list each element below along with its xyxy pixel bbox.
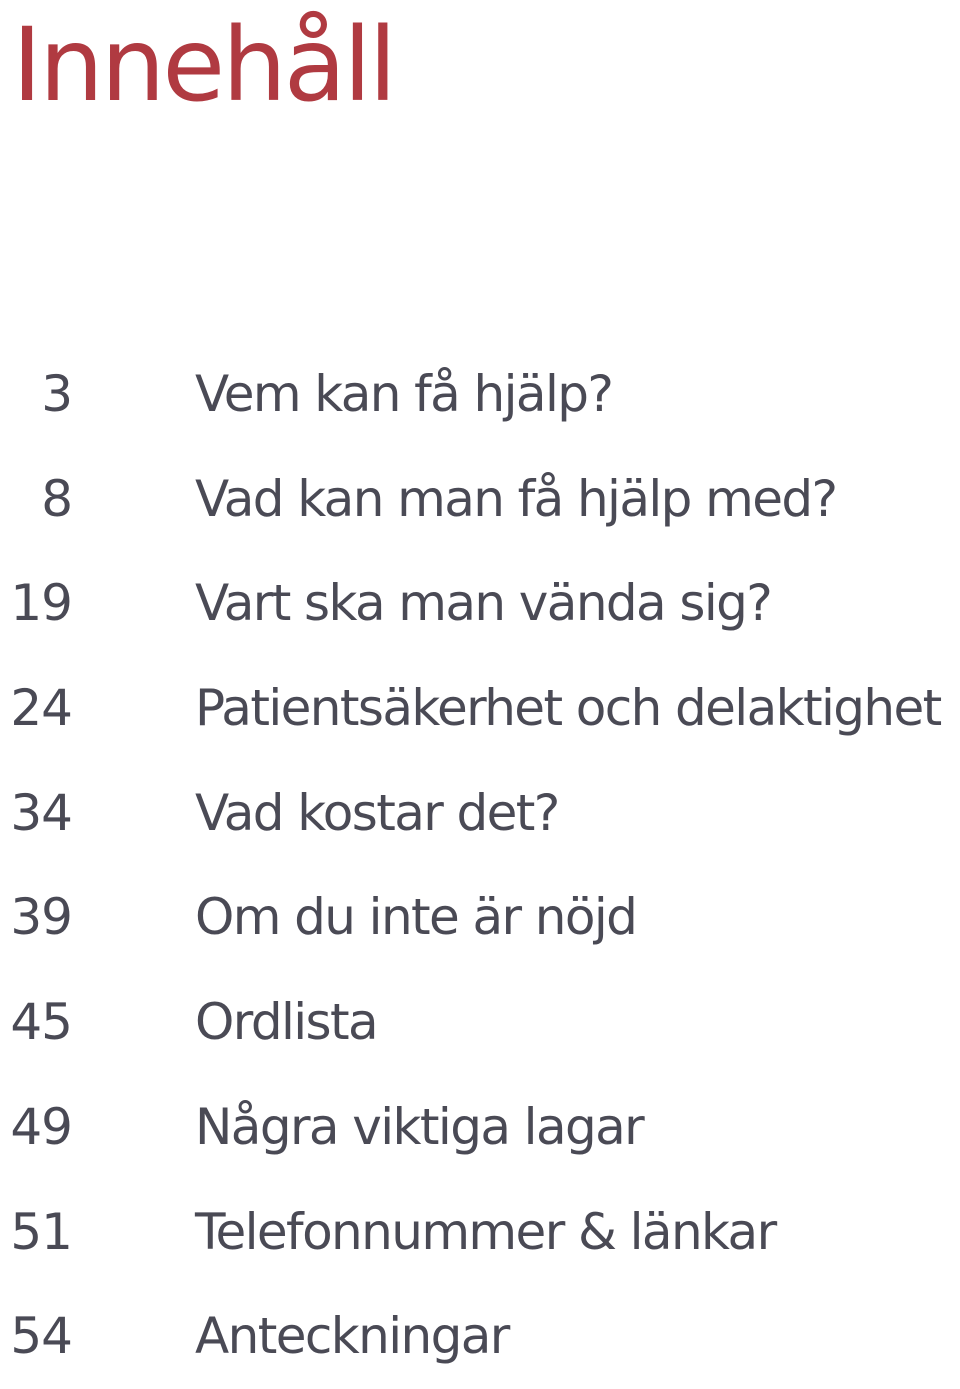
- toc-entry[interactable]: [0, 551, 960, 656]
- toc-entry[interactable]: [0, 865, 960, 970]
- toc-entry-title: Om du inte är nöjd: [195, 888, 637, 947]
- toc-entry-title: Vem kan få hjälp?: [195, 365, 613, 423]
- toc-page-number: 51: [10, 1202, 72, 1261]
- toc-entry[interactable]: [0, 1284, 960, 1389]
- toc-entry-title: Anteckningar: [195, 1307, 509, 1366]
- toc-page-number: 8: [41, 469, 72, 528]
- toc-entry[interactable]: [0, 342, 960, 447]
- toc-entry[interactable]: [0, 1180, 960, 1285]
- toc-entry[interactable]: [0, 656, 960, 761]
- toc-entry-title: Några viktiga lagar: [195, 1097, 644, 1156]
- toc-entry[interactable]: [0, 447, 960, 552]
- toc-entry[interactable]: [0, 1075, 960, 1180]
- toc-page-number: 39: [10, 888, 72, 947]
- toc-entry[interactable]: [0, 970, 960, 1075]
- toc-page-number: 54: [10, 1307, 72, 1366]
- page-title: Innehåll: [12, 6, 394, 125]
- toc-entry-title: Vart ska man vända sig?: [195, 574, 772, 633]
- toc-page-number: 34: [10, 783, 72, 842]
- toc-entry[interactable]: [0, 761, 960, 866]
- toc-entry-title: Telefonnummer & länkar: [195, 1202, 776, 1261]
- toc-entry-title: Ordlista: [195, 993, 378, 1052]
- toc-entry-title: Patientsäkerhet och delaktighet: [195, 679, 941, 738]
- toc-page-number: 24: [10, 679, 72, 738]
- toc-entry-title: Vad kostar det?: [195, 783, 559, 842]
- table-of-contents: [0, 342, 960, 1389]
- toc-entry-title: Vad kan man få hjälp med?: [195, 469, 837, 528]
- toc-page-number: 3: [41, 365, 72, 423]
- toc-page-number: 19: [10, 574, 72, 633]
- toc-page-number: 45: [10, 993, 72, 1052]
- toc-page-number: 49: [10, 1097, 72, 1156]
